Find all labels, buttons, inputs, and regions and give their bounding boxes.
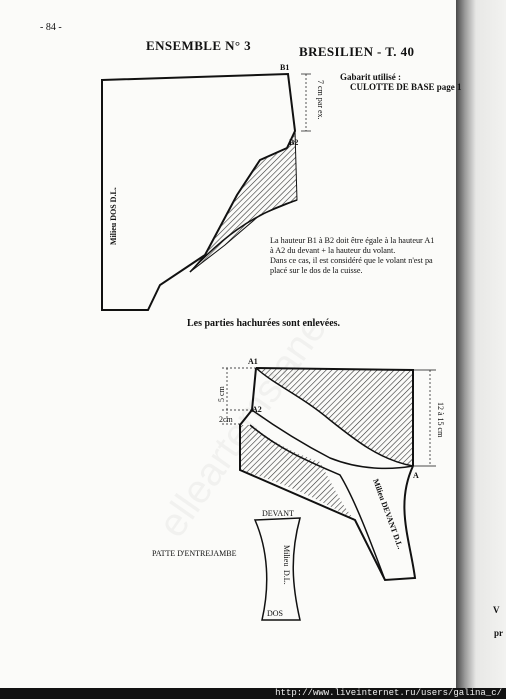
label-12-15cm: 12 à 15 cm (436, 402, 445, 438)
patte-pattern (255, 518, 300, 620)
title-ensemble: ENSEMBLE N° 3 (146, 38, 252, 53)
label-dos-height: 7 cm par ex. (316, 80, 325, 120)
note-line: La hauteur B1 à B2 doit être égale à la hauteur A1 (270, 236, 435, 245)
note-line: placé sur le dos de la cuisse. (270, 266, 363, 275)
label-b2: B2 (289, 138, 299, 147)
label-2cm: 2cm (219, 415, 233, 424)
gabarit-value: CULOTTE DE BASE page 1 (350, 82, 462, 92)
patte-milieu: Milieu (282, 545, 291, 567)
footer-bar (0, 688, 506, 699)
label-a1: A1 (248, 357, 258, 366)
note-line: à A2 du devant + la hauteur du volant. (270, 246, 396, 255)
devant-pattern (222, 368, 436, 580)
side-letters-pr: pr (494, 628, 503, 638)
patte-dos: DOS (267, 609, 284, 618)
label-b1: B1 (280, 63, 290, 72)
hatched-caption: Les parties hachurées sont enlevées. (187, 318, 341, 329)
page-number: - 84 - (40, 22, 62, 33)
patte-devant: DEVANT (262, 509, 294, 518)
dos-pattern (102, 74, 311, 310)
patte-label: PATTE D'ENTREJAMBE (152, 549, 237, 558)
label-a2: A2 (252, 405, 262, 414)
gabarit-label: Gabarit utilisé : (340, 72, 401, 82)
patte-dl: D.L. (282, 570, 291, 585)
note-line: Dans ce cas, il est considéré que le volant n'est pa (270, 256, 433, 265)
label-milieu-dos: Milieu DOS D.L. (109, 187, 118, 245)
title-bresilien: BRESILIEN - T. 40 (299, 44, 415, 59)
label-5cm: 5 cm (217, 386, 226, 402)
footer-url[interactable]: http://www.liveinternet.ru/users/galina_c/ (275, 688, 502, 698)
label-milieu-devant: Milieu DEVANT D.L. (371, 477, 405, 551)
side-letter-v: V (493, 605, 500, 615)
label-a: A (413, 471, 419, 480)
